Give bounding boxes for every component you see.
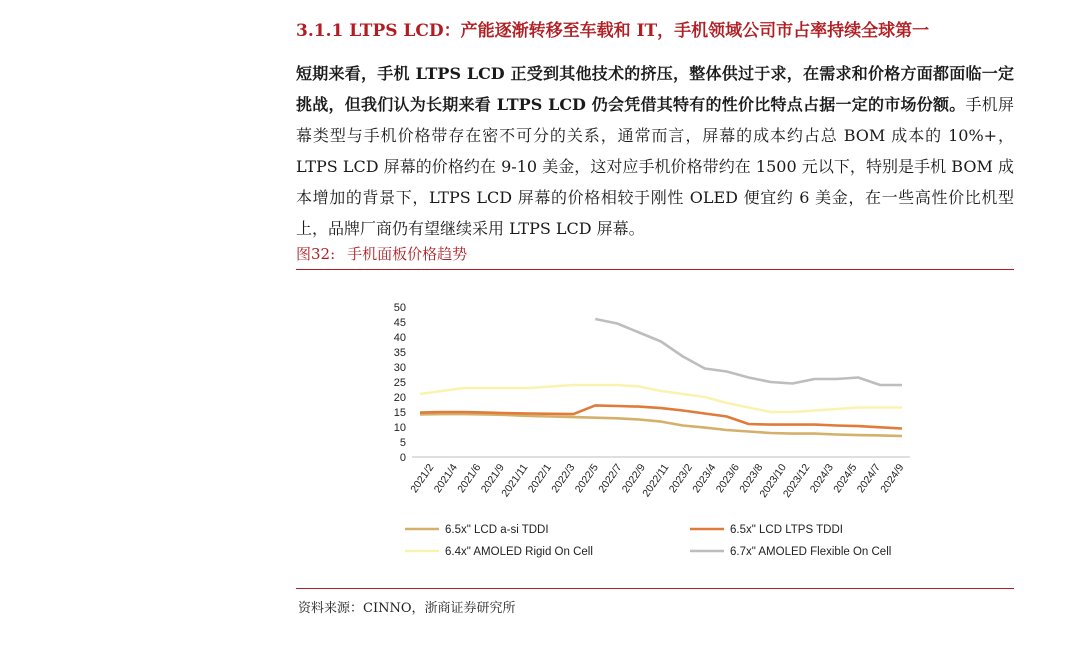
x-tick-label: 2022/9	[619, 461, 648, 496]
y-tick-label: 30	[393, 362, 406, 374]
series-lines	[420, 319, 902, 436]
x-tick-label: 2023/12	[780, 461, 813, 500]
body-paragraph	[296, 58, 1014, 244]
y-tick-label: 0	[399, 452, 406, 464]
y-tick-label: 45	[393, 317, 406, 329]
y-tick-label: 5	[399, 437, 406, 449]
x-tick-label: 2024/9	[878, 461, 907, 496]
x-tick-label: 2022/5	[572, 461, 601, 496]
x-tick-label: 2021/2	[408, 461, 437, 496]
y-tick-label: 35	[393, 347, 406, 359]
source-note: 资料来源：CINNO，浙商证券研究所	[298, 601, 516, 616]
legend-label: 6.5x" LCD LTPS TDDI	[730, 524, 843, 536]
x-tick-label: 2023/6	[713, 461, 742, 496]
paragraph-lead-bold: 短期来看，手机 LTPS LCD 正受到其他技术的挤压，整体供过于求，在需求和价格方面都面临一定挑战，但我们认为长期来看 LTPS LCD 仍会凭借其特有的性价比特点占据一定的市场份额。	[296, 64, 1014, 114]
source-divider	[296, 588, 1014, 589]
figure-title: 手机面板价格趋势	[347, 245, 468, 263]
x-tick-label: 2023/8	[737, 461, 766, 496]
y-tick-label: 15	[393, 407, 406, 419]
x-tick-label: 2023/10	[757, 461, 789, 500]
section-heading: 3.1.1 LTPS LCD：产能逐渐转移至车载和 IT，手机领域公司市占率持续全球第一	[296, 21, 930, 41]
paragraph-body: 手机屏幕类型与手机价格带存在密不可分的关系，通常而言，屏幕的成本约占总 BOM 成本的 10%+， LTPS LCD 屏幕的价格约在 9-10 美金，这对应手机价格带约在 1500 元以下，特别是手机 BOM 成本增加的背景下，LTPS LCD 屏幕的价格相较于刚性 OLED 便宜约 6 美金，在一些高性价比机型上，品牌厂商仍有望继续采用 LTPS LCD 屏幕。	[296, 95, 1014, 238]
x-tick-label: 2021/11	[499, 461, 531, 500]
x-tick-label: 2023/2	[666, 461, 695, 496]
chart-legend	[405, 524, 891, 558]
y-tick-label: 25	[393, 377, 406, 389]
legend-label: 6.5x" LCD a-si TDDI	[445, 524, 549, 536]
y-axis-ticks	[394, 302, 406, 464]
legend-label: 6.4x" AMOLED Rigid On Cell	[445, 546, 593, 558]
x-tick-label: 2022/3	[549, 461, 578, 496]
x-axis-ticks	[408, 462, 906, 500]
y-tick-label: 10	[393, 422, 406, 434]
x-tick-label: 2022/1	[525, 461, 554, 496]
x-tick-label: 2024/3	[807, 461, 836, 496]
x-tick-label: 2021/6	[455, 461, 484, 496]
price-trend-chart	[380, 290, 940, 575]
x-tick-label: 2023/4	[690, 461, 719, 496]
series-line	[595, 319, 902, 385]
x-tick-label: 2021/4	[431, 461, 460, 496]
caption-divider	[296, 269, 1014, 270]
figure-number: 图32:	[296, 245, 336, 263]
figure-caption	[296, 243, 467, 264]
x-tick-label: 2022/11	[640, 461, 672, 500]
x-tick-label: 2024/7	[854, 461, 883, 496]
x-tick-label: 2021/9	[478, 461, 507, 496]
x-tick-label: 2022/7	[596, 461, 625, 496]
x-tick-label: 2024/5	[831, 461, 860, 496]
y-tick-label: 40	[393, 332, 406, 344]
y-tick-label: 20	[393, 392, 406, 404]
legend-label: 6.7x" AMOLED Flexible On Cell	[730, 546, 892, 558]
y-tick-label: 50	[393, 302, 406, 314]
